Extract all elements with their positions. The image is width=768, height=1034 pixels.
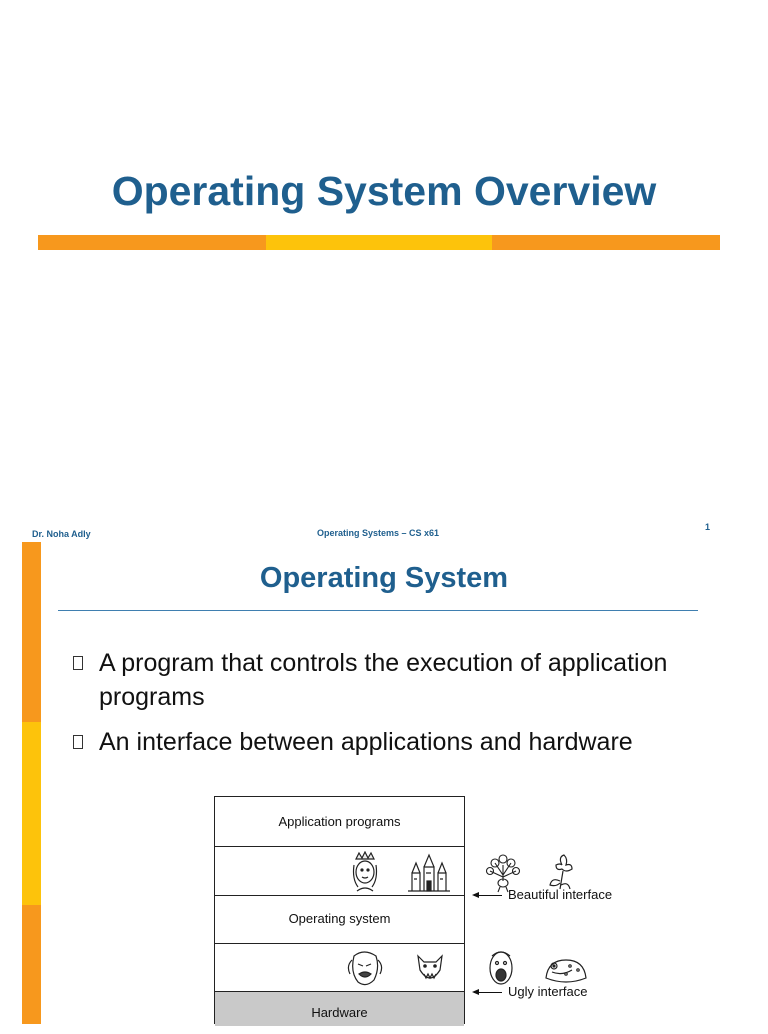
ugly-interface-arrow bbox=[474, 992, 502, 993]
beautiful-interface-arrow bbox=[474, 895, 502, 896]
footer-course: Operating Systems – CS x61 bbox=[317, 528, 440, 538]
beautiful-icons-row bbox=[215, 846, 464, 896]
sidebar-stripe-bottom bbox=[22, 905, 41, 1024]
sidebar-stripe-middle bbox=[22, 722, 41, 905]
bullet-text: An interface between applications and hardware bbox=[99, 728, 633, 756]
snarling-dog-icon bbox=[418, 956, 442, 978]
layer-application-programs: Application programs bbox=[278, 814, 401, 829]
slide-2-title: Operating System bbox=[259, 562, 509, 594]
bullet-box-icon bbox=[73, 656, 83, 670]
bullet-box-icon bbox=[73, 735, 83, 749]
queen-icon bbox=[353, 852, 376, 891]
layer-diagram bbox=[214, 796, 465, 1024]
layer-operating-system: Operating system bbox=[215, 895, 464, 944]
title-rule bbox=[58, 610, 698, 611]
footer-author: Dr. Noha Adly bbox=[32, 529, 91, 539]
slide-1-title: Operating System Overview bbox=[111, 168, 657, 214]
ugly-icons-row bbox=[215, 943, 464, 992]
layer-hardware: Hardware bbox=[215, 991, 464, 1026]
flower-icon bbox=[550, 855, 572, 889]
callout-ugly-interface: Ugly interface bbox=[508, 984, 588, 999]
title-band-right bbox=[492, 235, 720, 250]
callout-beautiful-interface: Beautiful interface bbox=[508, 887, 613, 902]
slide-1 bbox=[0, 0, 768, 512]
title-band-left bbox=[38, 235, 266, 250]
screaming-face-icon bbox=[490, 952, 512, 984]
slide-2 bbox=[0, 512, 768, 1024]
footer-page-number: 1 bbox=[705, 522, 711, 532]
monster-face-icon bbox=[348, 952, 381, 985]
toad-icon bbox=[546, 960, 586, 982]
castle-icon bbox=[408, 855, 450, 891]
title-band-middle bbox=[266, 235, 492, 250]
bullet-text: A program that controls the execution of application programs bbox=[99, 649, 668, 711]
